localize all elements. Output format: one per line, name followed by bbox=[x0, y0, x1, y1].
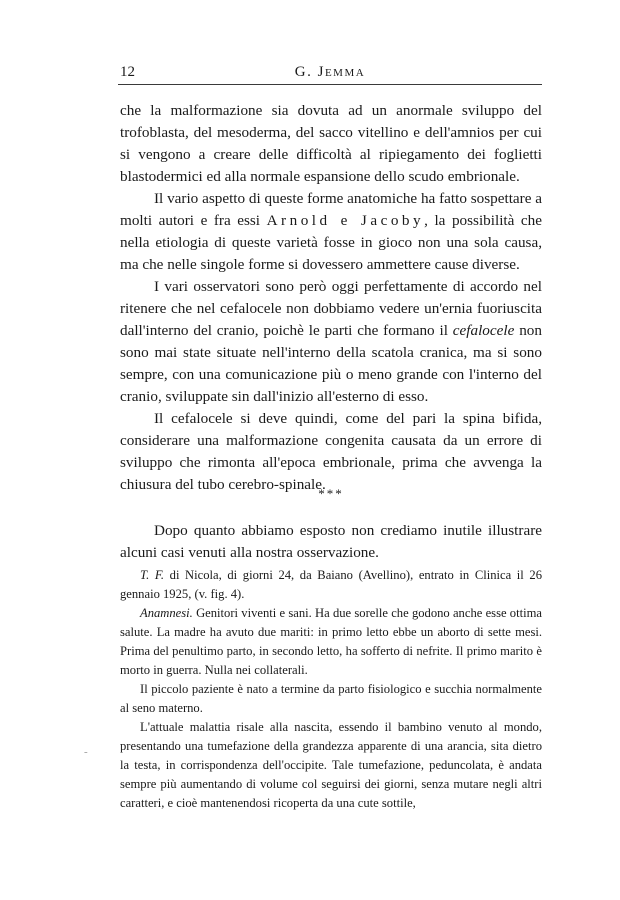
paragraph-4: Il cefalocele si deve quindi, come del pari la spina bifida, considerare una malformazione congenita causata da un errore di sviluppo che rimonta all'epoca embrionale, prima che avvenga la chiusura del tubo cerebro-spinale. bbox=[120, 410, 542, 493]
page-number: 12 bbox=[120, 64, 135, 80]
section-separator: *** bbox=[318, 486, 344, 501]
paragraph-2-start: Il vario aspetto di queste forme anatomiche ha fatto sospettare a molti autori e fra essi bbox=[120, 190, 542, 229]
main-text bbox=[120, 100, 542, 496]
patient-initials: T. F. bbox=[140, 568, 165, 582]
italic-term: cefalocele bbox=[452, 322, 515, 339]
birth-paragraph: Il piccolo paziente è nato a termine da parto fisiologico e succhia normalmente al seno materno. bbox=[120, 682, 542, 715]
running-head-author: G. Jemma bbox=[294, 64, 366, 80]
case-report bbox=[120, 566, 542, 813]
paragraph-3-end: non sono mai state situate nell'interno della scatola cranica, ma si sono sempre, con una comunicazione più o meno grande con l'interno del cranio, sviluppate sin dall'inizio all'esterno di esso. bbox=[120, 322, 542, 405]
paragraph-1: che la malformazione sia dovuta ad un anormale sviluppo del trofoblasta, del mesoderma, del sacco vitellino e dell'amnios per cui si vengono a creare delle difficoltà al ripiegamento dei foglietti blastodermici ed alla normale espansione dello scudo embrionale. bbox=[120, 102, 542, 185]
patient-details: di Nicola, di giorni 24, da Baiano (Avellino), entrato in Clinica il 26 gennaio 1925, (v. fig. 4). bbox=[120, 568, 542, 601]
paragraph-2 bbox=[120, 188, 542, 276]
page-header bbox=[118, 62, 542, 85]
illness-paragraph: L'attuale malattia risale alla nascita, essendo il bambino venuto al mondo, presentando una tumefazione della grandezza apparente di una arancia, sita dietro la testa, in corrispondenza dell'occipite. Tale tumefazione, peduncolata, è andata sempre più aumentando di volume col seguirsi dei giorni, senza mutare negli altri caratteri, e cioè mantenendosi ricoperta da una cute sottile, bbox=[120, 720, 542, 810]
paragraph-3 bbox=[120, 276, 542, 408]
anamnesis-text: Genitori viventi e sani. Ha due sorelle che godono anche esse ottima salute. La madre ha avuto due mariti: in primo letto ebbe un aborto di sette mesi. Prima del penultimo parto, in secondo letto, ha sofferto di nefrite. Il primo marito è morto in guerra. Nulla nei collaterali. bbox=[120, 606, 542, 677]
cases-intro bbox=[120, 520, 542, 564]
case-heading bbox=[120, 566, 542, 604]
margin-mark: - bbox=[84, 746, 88, 758]
anamnesis-label: Anamnesi. bbox=[140, 606, 193, 620]
paragraph-2-end: , la possibilità che nella etiologia di queste varietà fosse in gioco non una sola causa, ma che nelle singole forme si dovessero ammettere cause diverse. bbox=[120, 212, 543, 273]
paragraph-3-start: I vari osservatori sono però oggi perfettamente di accordo nel ritenere che nel cefalocele non dobbiamo vedere un'ernia fuoriuscita dall'interno del cranio, poichè le parti che formano il bbox=[120, 278, 542, 339]
anamnesis bbox=[120, 604, 542, 680]
authors-spaced: Arnold e Jacoby bbox=[266, 212, 425, 229]
intro-paragraph: Dopo quanto abbiamo esposto non crediamo inutile illustrare alcuni casi venuti alla nostra osservazione. bbox=[120, 522, 542, 561]
